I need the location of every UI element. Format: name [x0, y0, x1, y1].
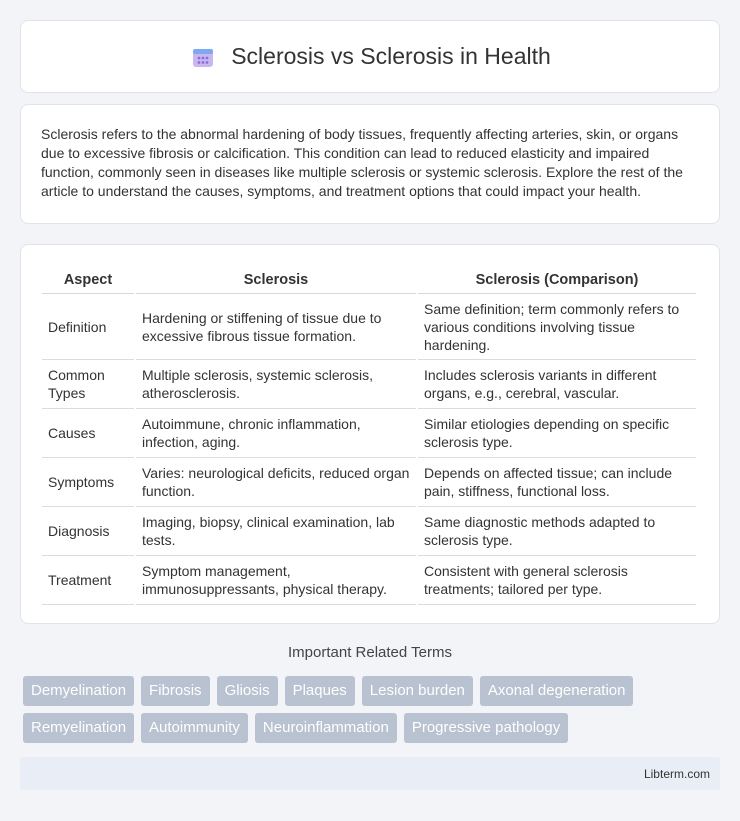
cell-sclerosis: Multiple sclerosis, systemic sclerosis, atherosclerosis. — [136, 360, 416, 409]
cell-sclerosis: Autoimmune, chronic inflammation, infection, aging. — [136, 409, 416, 458]
cell-aspect: Common Types — [42, 360, 134, 409]
tag-row — [23, 676, 723, 706]
tag-remyelination[interactable]: Remyelination — [23, 713, 134, 743]
cell-sclerosis: Varies: neurological deficits, reduced organ function. — [136, 458, 416, 507]
intro-card — [20, 104, 720, 224]
cell-comparison: Same diagnostic methods adapted to sclerosis type. — [418, 507, 696, 556]
table-row — [42, 507, 696, 556]
cell-sclerosis: Symptom management, immunosuppressants, physical therapy. — [136, 556, 416, 605]
header-inner — [189, 43, 551, 71]
table-row — [42, 360, 696, 409]
table-header-row — [42, 265, 696, 294]
tag-plaques[interactable]: Plaques — [285, 676, 355, 706]
footer-site-link[interactable]: Libterm.com — [643, 766, 710, 781]
header-card — [20, 20, 720, 93]
comparison-table — [40, 265, 698, 605]
cell-aspect: Definition — [42, 294, 134, 360]
calendar-grid-icon — [189, 43, 217, 71]
related-terms-tags — [23, 676, 723, 750]
header-aspect: Aspect — [42, 265, 134, 294]
header-sclerosis: Sclerosis — [136, 265, 416, 294]
cell-comparison: Depends on affected tissue; can include pain, stiffness, functional loss. — [418, 458, 696, 507]
cell-comparison: Includes sclerosis variants in different organs, e.g., cerebral, vascular. — [418, 360, 696, 409]
footer — [20, 757, 720, 790]
tag-lesion-burden[interactable]: Lesion burden — [362, 676, 473, 706]
tag-row — [23, 713, 723, 743]
header-comparison: Sclerosis (Comparison) — [418, 265, 696, 294]
cell-sclerosis: Imaging, biopsy, clinical examination, lab tests. — [136, 507, 416, 556]
comparison-table-card — [20, 244, 720, 624]
table-row — [42, 409, 696, 458]
tag-progressive-pathology[interactable]: Progressive pathology — [404, 713, 568, 743]
tag-gliosis[interactable]: Gliosis — [217, 676, 278, 706]
tag-axonal-degeneration[interactable]: Axonal degeneration — [480, 676, 634, 706]
page-title: Sclerosis vs Sclerosis in Health — [231, 43, 551, 69]
cell-comparison: Same definition; term commonly refers to various conditions involving tissue hardening. — [418, 294, 696, 360]
table-row — [42, 458, 696, 507]
tag-autoimmunity[interactable]: Autoimmunity — [141, 713, 248, 743]
intro-paragraph: Sclerosis refers to the abnormal hardening of body tissues, frequently affecting arteries, skin, or organs due to excessive fibrosis or calcification. This condition can lead to reduced elasticity and impaired function, commonly seen in diseases like multiple sclerosis or systemic sclerosis. Explore the rest of the article to understand the causes, symptoms, and treatment options that could impact your health. — [41, 126, 683, 199]
cell-comparison: Similar etiologies depending on specific sclerosis type. — [418, 409, 696, 458]
tag-fibrosis[interactable]: Fibrosis — [141, 676, 210, 706]
cell-aspect: Diagnosis — [42, 507, 134, 556]
cell-aspect: Causes — [42, 409, 134, 458]
cell-aspect: Treatment — [42, 556, 134, 605]
table-row — [42, 556, 696, 605]
cell-comparison: Consistent with general sclerosis treatments; tailored per type. — [418, 556, 696, 605]
tag-demyelination[interactable]: Demyelination — [23, 676, 134, 706]
cell-aspect: Symptoms — [42, 458, 134, 507]
tag-neuroinflammation[interactable]: Neuroinflammation — [255, 713, 397, 743]
related-terms-title: Important Related Terms — [288, 644, 452, 661]
table-row — [42, 294, 696, 360]
cell-sclerosis: Hardening or stiffening of tissue due to excessive fibrous tissue formation. — [136, 294, 416, 360]
